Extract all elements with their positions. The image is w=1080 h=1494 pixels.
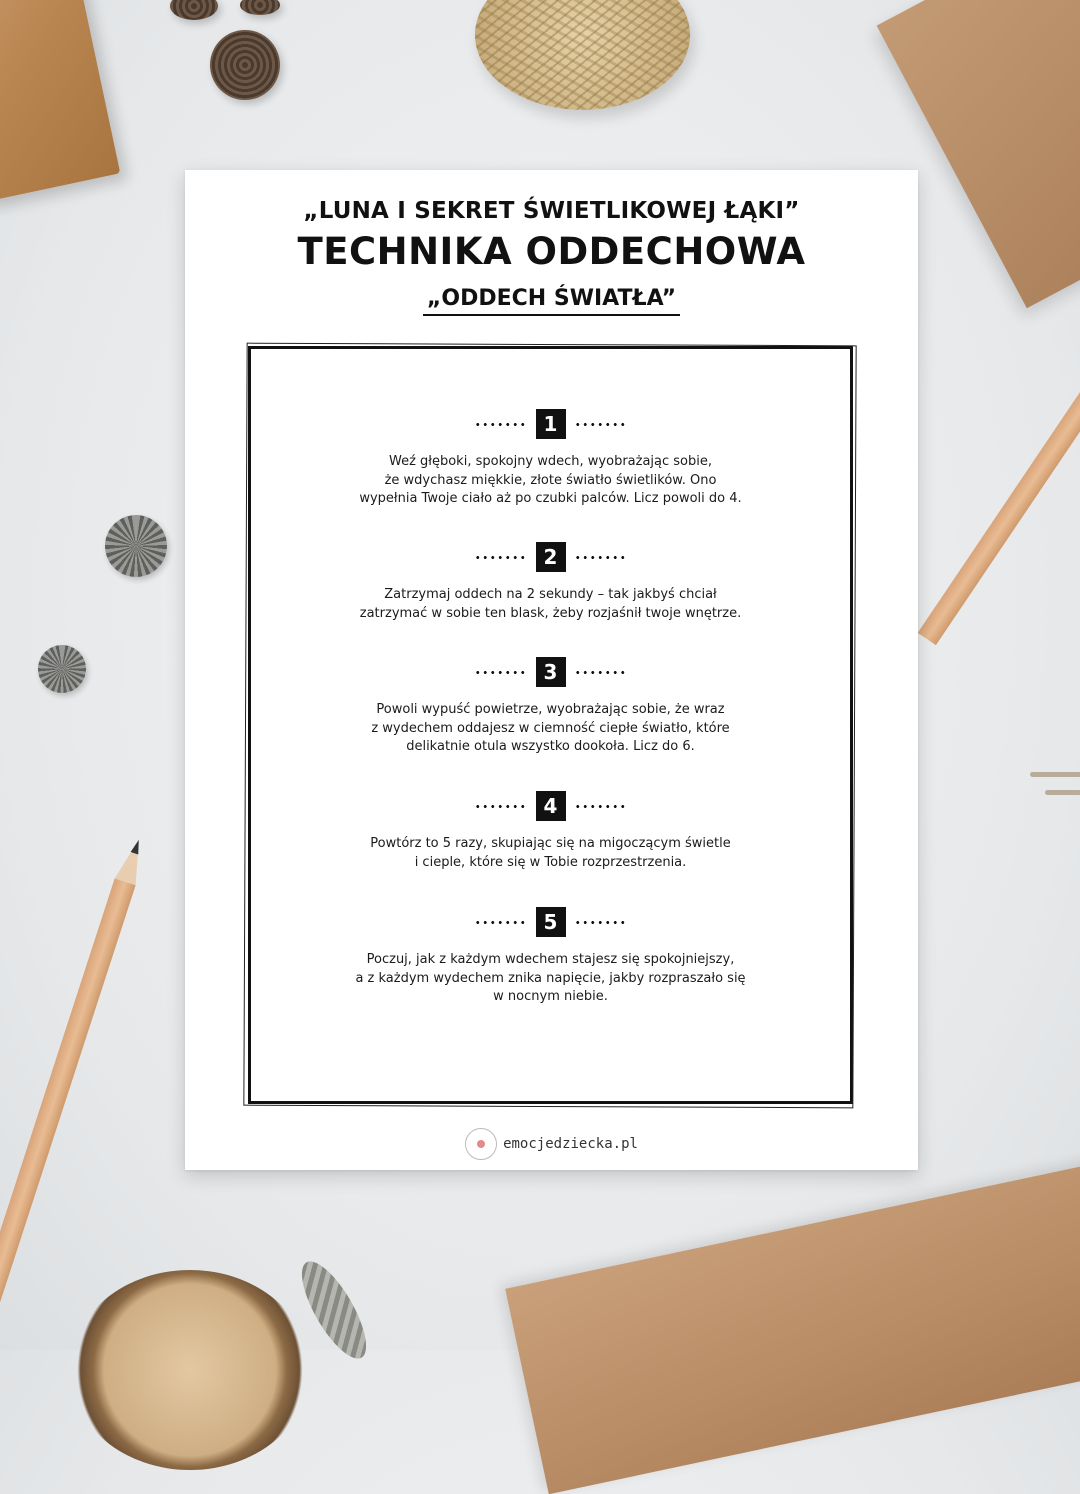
- step-text: Powtórz to 5 razy, skupiając się na migoczącym świetle i cieple, które się w Tobie rozprzestrzenia.: [370, 836, 731, 870]
- dotted-line: [474, 671, 528, 674]
- step-2: [251, 542, 850, 623]
- website-link[interactable]: emocjedziecka.pl: [503, 1136, 638, 1152]
- footer: [185, 1128, 918, 1160]
- pencil: [0, 878, 136, 1341]
- step-number-badge: 5: [536, 907, 566, 937]
- step-header: [251, 657, 850, 687]
- pinecone: [170, 0, 218, 20]
- steps-frame: [248, 346, 853, 1104]
- step-text: Zatrzymaj oddech na 2 sekundy – tak jakbyś chciał zatrzymać w sobie ten blask, żeby rozjaśnił twoje wnętrze.: [359, 587, 742, 621]
- dotted-line: [474, 556, 528, 559]
- dried-seed-pod: [38, 645, 86, 693]
- step-3: [251, 657, 850, 757]
- pinecone: [240, 0, 280, 15]
- step-number-badge: 1: [536, 409, 566, 439]
- step-text: Poczuj, jak z każdym wdechem stajesz się spokojniejszy, a z każdym wydechem znika napięcie, jakby rozpraszało się w nocnym niebie.: [355, 952, 746, 1004]
- step-header: [251, 409, 850, 439]
- technique-name-text: „ODDECH ŚWIATŁA”: [423, 286, 680, 316]
- dotted-line: [474, 805, 528, 808]
- wooden-block: [0, 0, 120, 202]
- twig: [1045, 790, 1080, 795]
- step-number-badge: 3: [536, 657, 566, 687]
- worksheet-paper: [185, 170, 918, 1170]
- technique-name: [185, 286, 918, 316]
- step-5: [251, 907, 850, 1007]
- dotted-line: [474, 423, 528, 426]
- pencil: [918, 235, 1080, 645]
- step-header: [251, 907, 850, 937]
- step-4: [251, 791, 850, 872]
- straw-ball: [475, 0, 690, 110]
- step-header: [251, 542, 850, 572]
- step-text: Powoli wypuść powietrze, wyobrażając sobie, że wraz z wydechem oddajesz w ciemność ciepłe światło, które delikatnie otula wszystko dookoła. Licz do 6.: [371, 702, 730, 754]
- page-title: TECHNIKA ODDECHOWA: [297, 230, 806, 273]
- dried-seed-pod: [105, 515, 167, 577]
- step-1: [251, 409, 850, 509]
- pinecone: [210, 30, 280, 100]
- dotted-line: [474, 921, 528, 924]
- story-subtitle: „LUNA I SEKRET ŚWIETLIKOWEJ ŁĄKI”: [303, 198, 800, 224]
- brand-logo: [465, 1128, 497, 1160]
- step-number-badge: 2: [536, 542, 566, 572]
- wood-slice: [70, 1270, 310, 1470]
- dotted-line: [574, 671, 628, 674]
- twig: [1030, 772, 1080, 777]
- dotted-line: [574, 921, 628, 924]
- step-text: Weź głęboki, spokojny wdech, wyobrażając sobie, że wdychasz miękkie, złote światło świetlików. Ono wypełnia Twoje ciało aż po czubki palców. Licz powoli do 4.: [359, 454, 742, 506]
- kraft-paper-bottom: [505, 1156, 1080, 1494]
- dotted-line: [574, 423, 628, 426]
- dotted-line: [574, 556, 628, 559]
- step-number-badge: 4: [536, 791, 566, 821]
- dotted-line: [574, 805, 628, 808]
- step-header: [251, 791, 850, 821]
